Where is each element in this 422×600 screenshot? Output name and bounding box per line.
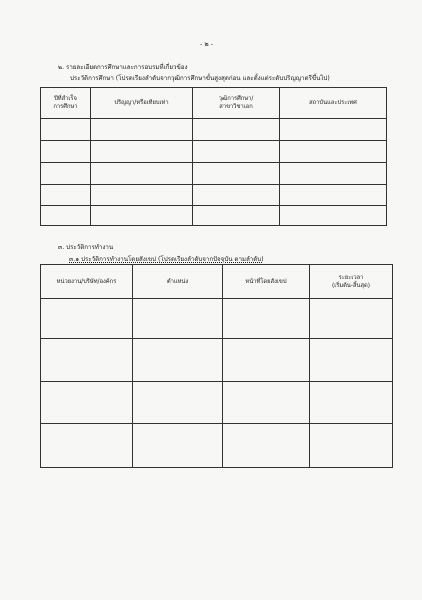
table-cell[interactable] xyxy=(223,424,310,468)
table-cell[interactable] xyxy=(223,339,310,382)
section2-subheading: ประวัติการศึกษา (โปรดเรียงลำดับจากวุฒิการศึกษาขั้นสูงสุดก่อน และตั้งแต่ระดับปริญญาตรีขึ้นไป) xyxy=(70,75,330,82)
header-institution-line1: สถาบันและประเทศ xyxy=(309,100,357,106)
table-cell[interactable] xyxy=(91,119,193,141)
table-cell[interactable] xyxy=(193,206,280,226)
table-cell[interactable] xyxy=(41,141,91,163)
table-cell[interactable] xyxy=(41,299,133,339)
work-history-table xyxy=(40,264,393,468)
education-header-row xyxy=(41,88,387,119)
table-cell[interactable] xyxy=(41,206,91,226)
header-period-line1: ระยะเวลา xyxy=(338,274,364,281)
table-cell[interactable] xyxy=(41,119,91,141)
header-year-graduated xyxy=(41,88,91,119)
header-qualification-line2: สาขาวิชาเอก xyxy=(219,104,253,110)
table-cell[interactable] xyxy=(310,382,393,424)
education-table xyxy=(40,87,387,226)
work-header-row xyxy=(41,265,393,299)
table-cell[interactable] xyxy=(310,339,393,382)
table-cell[interactable] xyxy=(133,339,223,382)
table-cell[interactable] xyxy=(193,185,280,206)
table-cell[interactable] xyxy=(223,299,310,339)
section3-heading: ๓. ประวัติการทำงาน xyxy=(58,244,114,251)
section3-subheading: ๓.๑ ประวัติการทำงานโดยสังเขป (โปรดเรียงลำดับจากปัจจุบัน ตามลำดับ) xyxy=(69,256,264,263)
table-cell[interactable] xyxy=(280,119,387,141)
table-cell[interactable] xyxy=(91,185,193,206)
table-cell[interactable] xyxy=(223,382,310,424)
table-row xyxy=(41,339,393,382)
header-organization-line1: หน่วยงาน/บริษัท/องค์กร xyxy=(56,278,117,285)
table-cell[interactable] xyxy=(193,141,280,163)
header-year-line2: การศึกษา xyxy=(53,104,78,110)
header-degree-line1: ปริญญา/หรือเทียบเท่า xyxy=(114,100,169,106)
table-cell[interactable] xyxy=(41,185,91,206)
header-period-line2: (เริ่มต้น-สิ้นสุด) xyxy=(331,282,371,289)
table-row xyxy=(41,382,393,424)
table-cell[interactable] xyxy=(41,339,133,382)
table-row xyxy=(41,185,387,206)
table-cell[interactable] xyxy=(193,163,280,185)
table-cell[interactable] xyxy=(280,206,387,226)
table-cell[interactable] xyxy=(310,424,393,468)
table-row xyxy=(41,163,387,185)
header-degree xyxy=(91,88,193,119)
header-period xyxy=(310,265,393,299)
table-cell[interactable] xyxy=(280,163,387,185)
table-cell[interactable] xyxy=(133,299,223,339)
header-position-line1: ตำแหน่ง xyxy=(166,278,189,285)
table-cell[interactable] xyxy=(280,185,387,206)
table-row xyxy=(41,299,393,339)
table-row xyxy=(41,141,387,163)
table-cell[interactable] xyxy=(91,206,193,226)
section2-heading: ๒. รายละเอียดการศึกษาและการอบรมที่เกี่ยวข้อง xyxy=(58,64,188,71)
table-cell[interactable] xyxy=(310,299,393,339)
header-organization xyxy=(41,265,133,299)
table-cell[interactable] xyxy=(91,141,193,163)
table-cell[interactable] xyxy=(133,382,223,424)
header-year-line1: ปีที่สำเร็จ xyxy=(54,96,77,102)
header-qualification-line1: วุฒิการศึกษา/ xyxy=(218,96,254,102)
table-row xyxy=(41,119,387,141)
table-cell[interactable] xyxy=(193,119,280,141)
table-cell[interactable] xyxy=(41,382,133,424)
header-institution xyxy=(280,88,387,119)
table-cell[interactable] xyxy=(41,163,91,185)
table-cell[interactable] xyxy=(41,424,133,468)
table-cell[interactable] xyxy=(280,141,387,163)
table-cell[interactable] xyxy=(91,163,193,185)
page-number: - ๒ - xyxy=(200,40,214,48)
header-duties-line1: หน้าที่โดยสังเขป xyxy=(245,278,287,285)
table-row xyxy=(41,206,387,226)
header-position xyxy=(133,265,223,299)
table-row xyxy=(41,424,393,468)
header-duties xyxy=(223,265,310,299)
header-qualification xyxy=(193,88,280,119)
table-cell[interactable] xyxy=(133,424,223,468)
